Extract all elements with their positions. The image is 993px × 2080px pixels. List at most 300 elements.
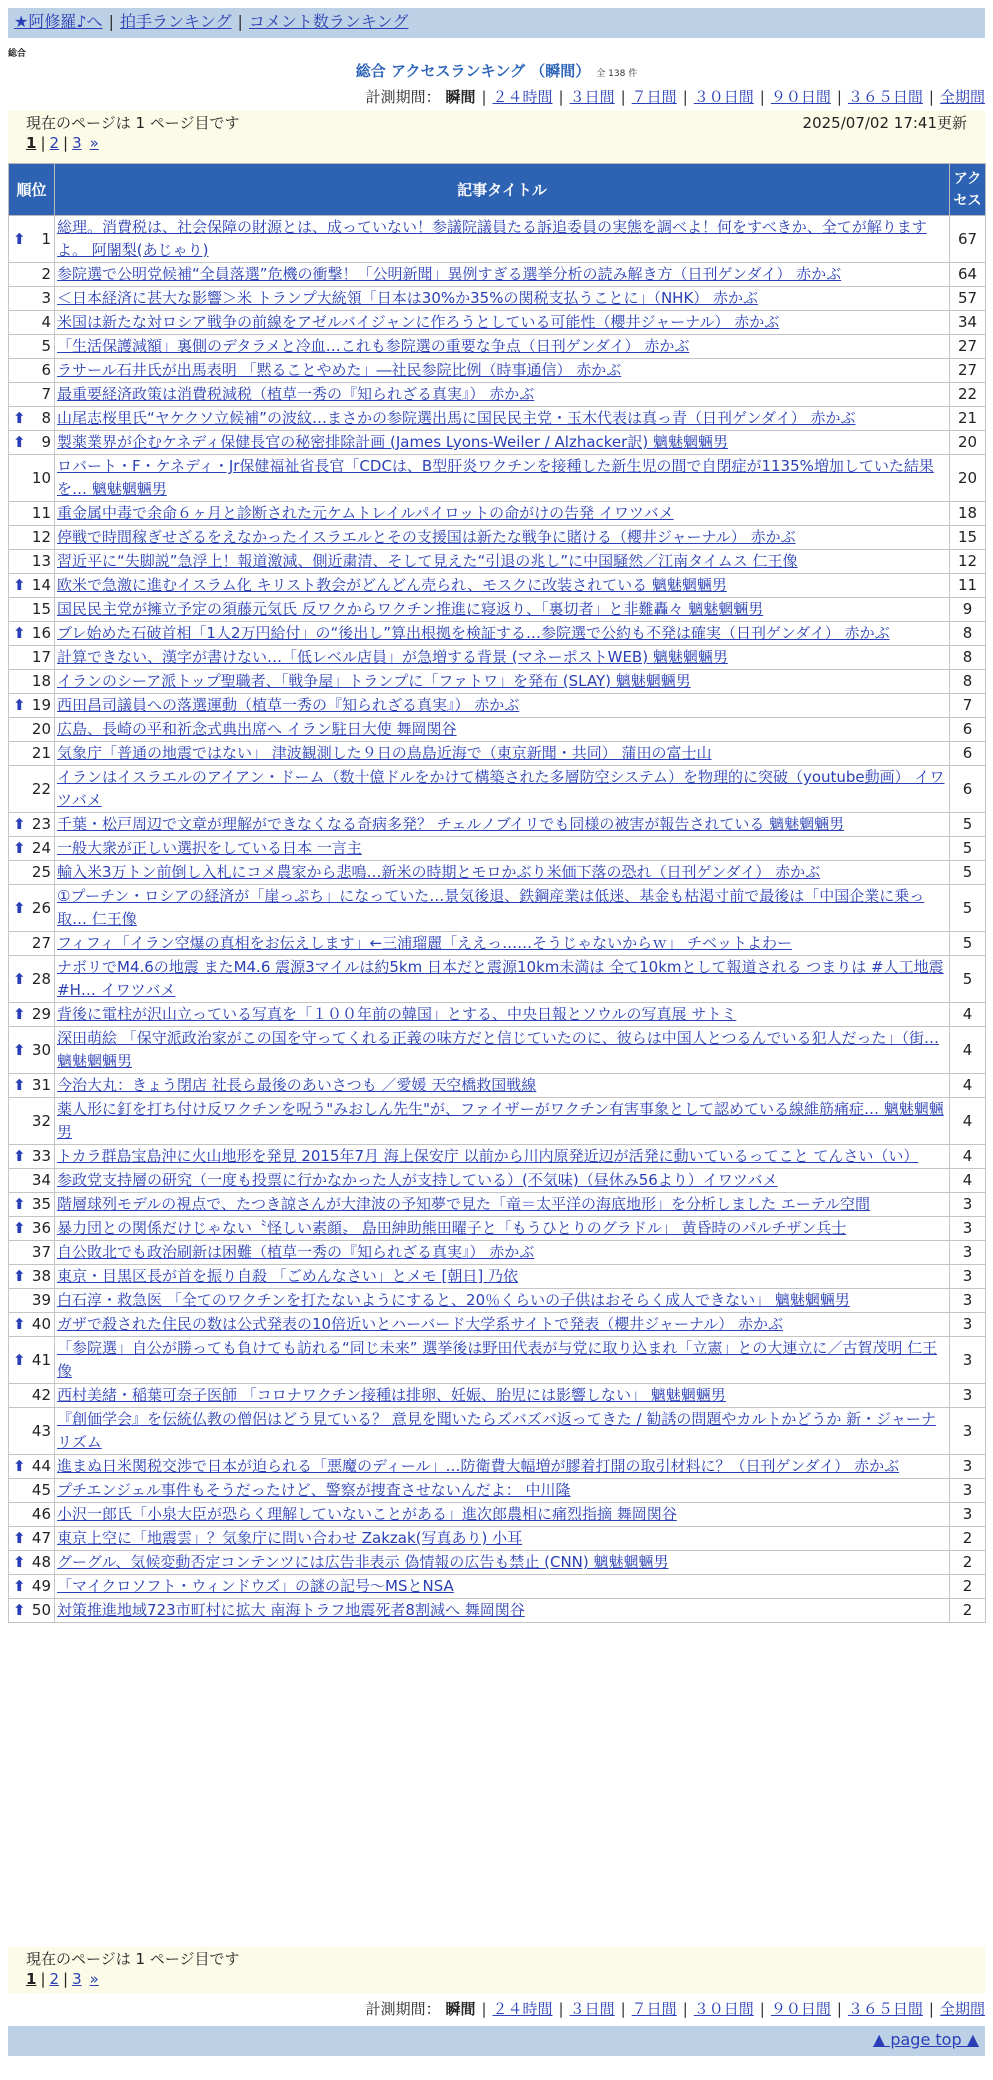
rank-number: 17 [31, 648, 51, 666]
title-cell [55, 813, 950, 837]
article-link[interactable]: フィフィ「イラン空爆の真相をお伝えします」←三浦瑠麗「ええっ……そうじゃないからｗ」 チベットよわー [57, 934, 792, 952]
article-link[interactable]: 習近平に“失脚説”急浮上！報道激減、側近粛清、そして見えた“引退の兆し”に中国騒然／江南タイムス 仁王像 [57, 552, 798, 570]
rank-number: 1 [41, 229, 51, 248]
title-cell [55, 359, 950, 383]
access-count: 20 [950, 431, 986, 455]
access-count: 8 [950, 646, 986, 670]
article-link[interactable]: 米国は新たな対ロシア戦争の前線をアゼルバイジャンに作ろうとしている可能性（櫻井ジャーナル） 赤かぶ [57, 313, 780, 331]
article-link[interactable]: 小沢一郎氏「小泉大臣が恐らく理解していないことがある」進次郎農相に痛烈指摘 舞岡関谷 [57, 1505, 677, 1523]
table-row [9, 431, 986, 455]
title-cell [55, 287, 950, 311]
rank-number: 11 [31, 504, 51, 522]
home-link[interactable]: ★阿修羅♪へ [14, 12, 103, 31]
col-header-rank: 順位 [9, 164, 55, 216]
rank-up-arrow-icon: ⬆ [13, 1315, 26, 1333]
title-cell [55, 407, 950, 431]
table-header-row [9, 164, 986, 216]
article-link[interactable]: 気象庁「普通の地震ではない」 津波観測した９日の鳥島近海で（東京新聞・共同） 蒲田の富士山 [57, 744, 712, 762]
access-count: 2 [950, 1575, 986, 1599]
title-cell [55, 1003, 950, 1027]
table-row [9, 1313, 986, 1337]
period-link-30d[interactable]: ３０日間 [693, 88, 754, 106]
rank-cell [9, 526, 55, 550]
article-link[interactable]: 対策推進地域723市町村に拡大 南海トラフ地震死者8割減へ 舞岡関谷 [57, 1601, 525, 1619]
article-link[interactable]: 製薬業界が企むケネディ保健長官の秘密排除計画 (James Lyons-Weiler / Alzhacker訳) 魑魅魍魎男 [57, 433, 728, 451]
table-row [9, 287, 986, 311]
article-link[interactable]: 西田昌司議員への落選運動（植草一秀の『知られざる真実』） 赤かぶ [57, 696, 520, 714]
title-cell [55, 1027, 950, 1074]
title-cell [55, 766, 950, 813]
table-row [9, 1527, 986, 1551]
title-cell [55, 956, 950, 1003]
article-link[interactable]: 「マイクロソフト・ウィンドウズ」の謎の記号～MSとNSA [57, 1577, 454, 1595]
access-count: 4 [950, 1145, 986, 1169]
table-row [9, 694, 986, 718]
article-link[interactable]: 白石淳・救急医 「全てのワクチンを打たないようにすると、20％くらいの子供はおそらく成人できない」 魑魅魍魎男 [57, 1291, 850, 1309]
article-link[interactable]: 階層球列モデルの視点で、たつき諒さんが大津波の予知夢で見た「竜＝太平洋の海底地形」を分析しました エーテル空間 [57, 1195, 870, 1213]
period-label-bottom: 計測期間： [365, 2000, 441, 2018]
period-link-90d-bottom[interactable]: ９０日間 [770, 2000, 831, 2018]
table-row [9, 622, 986, 646]
pager-page-3[interactable]: 3 [72, 134, 82, 152]
rank-cell [9, 742, 55, 766]
title-cell [55, 1408, 950, 1455]
article-link[interactable]: 一般大衆が正しい選択をしている日本 一言主 [57, 839, 362, 857]
rank-cell [9, 932, 55, 956]
access-count: 18 [950, 502, 986, 526]
access-count: 3 [950, 1313, 986, 1337]
rank-number: 45 [31, 1481, 51, 1499]
article-link[interactable]: 国民民主党が擁立予定の須藤元気氏 反ワクからワクチン推進に寝返り、「裏切者」と非難轟々 魑魅魍魎男 [57, 600, 764, 618]
rank-number: 9 [41, 433, 51, 451]
rank-number: 41 [31, 1350, 51, 1369]
title-cell [55, 216, 950, 263]
rank-number: 13 [31, 552, 51, 570]
article-link[interactable]: ＜日本経済に甚大な影響＞米 トランプ大統領「日本は30%か35%の関税支払うことに」（NHK） 赤かぶ [57, 289, 759, 307]
access-count: 34 [950, 311, 986, 335]
article-link[interactable]: トカラ群島宝島沖に火山地形を発見 2015年7月 海上保安庁 以前から川内原発近辺が活発に動いているってこと てんさい（い） [57, 1147, 919, 1165]
article-link[interactable]: 千葉・松戸周辺で文章が理解ができなくなる奇病多発？ チェルノブイリでも同様の被害が報告されている 魑魅魍魎男 [57, 815, 845, 833]
title-cell [55, 1217, 950, 1241]
title-cell [55, 455, 950, 502]
rank-number: 27 [31, 934, 51, 952]
access-count: 2 [950, 1551, 986, 1575]
rank-up-arrow-icon: ⬆ [13, 815, 26, 833]
rank-cell [9, 574, 55, 598]
access-count: 2 [950, 1527, 986, 1551]
article-link[interactable]: ラサール石井氏が出馬表明 「黙ることやめた」―社民参院比例（時事通信） 赤かぶ [57, 361, 622, 379]
rank-cell [9, 383, 55, 407]
page-top-link[interactable]: ▲ page top ▲ [872, 2030, 979, 2049]
rank-up-arrow-icon: ⬆ [13, 1005, 26, 1023]
rank-number: 35 [31, 1195, 51, 1213]
footer-bar [8, 2026, 985, 2056]
rank-number: 48 [31, 1553, 51, 1571]
article-link[interactable]: 『創価学会』を伝統仏教の僧侶はどう見ている？ 意見を聞いたらズバズバ返ってきた / 勧誘の問題やカルトかどうか 新・ジャーナリズム [57, 1410, 936, 1451]
rank-number: 8 [41, 409, 51, 427]
period-link-3d[interactable]: ３日間 [569, 88, 615, 106]
rank-cell [9, 1408, 55, 1455]
article-link[interactable]: 計算できない、漢字が書けない…「低レベル店員」が急増する背景 (マネーポストWEB) 魑魅魍魎男 [57, 648, 728, 666]
table-row [9, 718, 986, 742]
title-cell [55, 1169, 950, 1193]
rank-cell [9, 1169, 55, 1193]
table-row [9, 502, 986, 526]
article-link[interactable]: 東京上空に「地震雲」？気象庁に問い合わせ Zakzak(写真あり) 小耳 [57, 1529, 523, 1547]
title-cell [55, 335, 950, 359]
access-count: 8 [950, 670, 986, 694]
rank-up-arrow-icon: ⬆ [13, 969, 26, 988]
article-link[interactable]: ロバート・F・ケネディ・Jr保健福祉省長官「CDCは、B型肝炎ワクチンを接種した新生児の間で自閉症が1135%増加していた結果を… 魑魅魍魎男 [57, 457, 934, 498]
rank-cell [9, 1313, 55, 1337]
period-link-all-bottom[interactable]: 全期間 [939, 2000, 985, 2018]
article-link[interactable]: プチエンジェル事件もそうだったけど、警察が捜査させないんだよ： 中川隆 [57, 1481, 571, 1499]
access-count: 3 [950, 1265, 986, 1289]
table-row [9, 1455, 986, 1479]
article-link[interactable]: ガザで殺された住民の数は公式発表の10倍近いとハーバード大学系サイトで発表（櫻井ジャーナル） 赤かぶ [57, 1315, 784, 1333]
rank-cell [9, 1265, 55, 1289]
access-count: 20 [950, 455, 986, 502]
access-count: 9 [950, 598, 986, 622]
rank-number: 40 [31, 1315, 51, 1333]
title-cell [55, 1599, 950, 1623]
rank-cell [9, 1503, 55, 1527]
rank-cell [9, 550, 55, 574]
rank-cell [9, 885, 55, 932]
rank-cell [9, 1455, 55, 1479]
title-cell [55, 311, 950, 335]
access-count: 3 [950, 1384, 986, 1408]
title-cell [55, 1313, 950, 1337]
table-row [9, 742, 986, 766]
access-count: 3 [950, 1241, 986, 1265]
article-link[interactable]: 深田萌絵 「保守派政治家がこの国を守ってくれる正義の味方だと信じていたのに、彼らは中国人とつるんでいる犯人だった」（街… 魑魅魍魎男 [57, 1029, 939, 1070]
access-count: 3 [950, 1217, 986, 1241]
table-row [9, 311, 986, 335]
title-cell [55, 718, 950, 742]
rank-cell [9, 1479, 55, 1503]
title-cell [55, 1265, 950, 1289]
rank-up-arrow-icon: ⬆ [13, 1267, 26, 1285]
article-link[interactable]: 総理。消費税は、社会保障の財源とは、成っていない！参議院議員たる訴追委員の実態を調べよ！何をすべきか、全てが解りますよ。 阿闍梨(あじゃり) [57, 218, 927, 259]
access-count: 67 [950, 216, 986, 263]
table-row [9, 526, 986, 550]
access-count: 27 [950, 359, 986, 383]
updated-timestamp: 2025/07/02 17:41更新 [802, 114, 967, 132]
article-link[interactable]: 進まぬ日米関税交渉で日本が迫られる「悪魔のディール」…防衛費大幅増が膠着打開の取引材料に？（日刊ゲンダイ） 赤かぶ [57, 1457, 900, 1475]
rank-cell [9, 1241, 55, 1265]
rank-number: 29 [31, 1005, 51, 1023]
clap-ranking-link[interactable]: 拍手ランキング [119, 12, 232, 31]
article-link[interactable]: 参院選で公明党候補“全員落選”危機の衝撃！「公明新聞」異例すぎる選挙分析の読み解き方（日刊ゲンダイ） 赤かぶ [57, 265, 842, 283]
access-count: 12 [950, 550, 986, 574]
title-cell [55, 1145, 950, 1169]
article-link[interactable]: 「生活保護減額」裏側のデタラメと冷血…これも参院選の重要な争点（日刊ゲンダイ） 赤かぶ [57, 337, 690, 355]
rank-number: 28 [31, 969, 51, 988]
rank-number: 15 [31, 600, 51, 618]
page-title [0, 60, 993, 81]
access-count: 4 [950, 1027, 986, 1074]
rank-cell [9, 1337, 55, 1384]
period-selector-bottom: 計測期間： 瞬間 | ２４時間 | ３日間 | ７日間 | ３０日間 | ９０日間 | ３６５日間 | 全期間 [365, 2000, 985, 2018]
title-cell [55, 1551, 950, 1575]
title-cell [55, 526, 950, 550]
rank-number: 5 [41, 337, 51, 355]
access-count: 22 [950, 383, 986, 407]
article-link[interactable]: 山尾志桜里氏“ヤケクソ立候補”の波紋…まさかの参院選出馬に国民民主党・玉木代表は真っ青（日刊ゲンダイ） 赤かぶ [57, 409, 856, 427]
table-row [9, 1098, 986, 1145]
pager-current-page-bottom: 1 [26, 1970, 37, 1988]
article-link[interactable]: ①プーチン・ロシアの経済が「崖っぷち」になっていた…景気後退、鉄鋼産業は低迷、基金も枯渇寸前で最後は「中国企業に乗っ取… 仁王像 [57, 887, 925, 928]
title-cell [55, 263, 950, 287]
period-link-7d-bottom[interactable]: ７日間 [631, 2000, 677, 2018]
access-count: 21 [950, 407, 986, 431]
page-title-text: 総合 アクセスランキング （瞬間） [355, 62, 591, 80]
rank-up-arrow-icon: ⬆ [13, 624, 26, 642]
pager-top: 1 | 2 | 3 » [26, 134, 99, 152]
rank-up-arrow-icon: ⬆ [13, 1040, 26, 1059]
article-link[interactable]: 自公敗北でも政治刷新は困難（植草一秀の『知られざる真実』） 赤かぶ [57, 1243, 535, 1261]
comment-ranking-link[interactable]: コメント数ランキング [248, 12, 409, 31]
period-selector-top: 計測期間： 瞬間 | ２４時間 | ３日間 | ７日間 | ３０日間 | ９０日間 | ３６５日間 | 全期間 [365, 88, 985, 106]
rank-cell [9, 431, 55, 455]
rank-number: 49 [31, 1577, 51, 1595]
rank-number: 36 [31, 1219, 51, 1237]
category-label: 総合 [8, 49, 27, 59]
table-row [9, 1575, 986, 1599]
access-count: 57 [950, 287, 986, 311]
col-header-access: アクセス [950, 164, 986, 216]
table-row [9, 837, 986, 861]
rank-number: 19 [31, 696, 51, 714]
table-row [9, 1408, 986, 1455]
table-row [9, 1027, 986, 1074]
access-count: 5 [950, 885, 986, 932]
article-link[interactable]: 停戦で時間稼ぎせざるをえなかったイスラエルとその支援国は新たな戦争に賭ける（櫻井ジャーナル） 赤かぶ [57, 528, 796, 546]
article-link[interactable]: イランのシーア派トップ聖職者、「戦争屋」トランプに「ファトワ」を発布 (SLAY) 魑魅魍魎男 [57, 672, 691, 690]
table-row [9, 1217, 986, 1241]
pager-page-3-bottom[interactable]: 3 [72, 1970, 82, 1988]
table-row [9, 766, 986, 813]
article-link[interactable]: 最重要経済政策は消費税減税（植草一秀の『知られざる真実』） 赤かぶ [57, 385, 535, 403]
rank-up-arrow-icon: ⬆ [13, 696, 26, 714]
title-cell [55, 932, 950, 956]
page-status: 現在のページは 1 ページ目です [26, 114, 240, 132]
rank-number: 16 [31, 624, 51, 642]
table-row [9, 1145, 986, 1169]
rank-cell [9, 861, 55, 885]
rank-cell [9, 1551, 55, 1575]
rank-number: 39 [31, 1291, 51, 1309]
title-cell [55, 1193, 950, 1217]
rank-number: 2 [41, 265, 51, 283]
period-link-30d-bottom[interactable]: ３０日間 [693, 2000, 754, 2018]
table-row [9, 550, 986, 574]
rank-number: 14 [31, 576, 51, 594]
access-count: 5 [950, 837, 986, 861]
article-link[interactable]: 薬人形に釘を打ち付け反ワクチンを呪う"みおしん先生"が、ファイザーがワクチン有害事象として認めている線維筋痛症… 魑魅魍魎男 [57, 1100, 944, 1141]
rank-cell [9, 455, 55, 502]
rank-cell [9, 598, 55, 622]
access-count: 3 [950, 1408, 986, 1455]
article-link[interactable]: グーグル、気候変動否定コンテンツには広告非表示 偽情報の広告も禁止 (CNN) 魑魅魍魎男 [57, 1553, 669, 1571]
rank-up-arrow-icon: ⬆ [13, 1601, 26, 1619]
rank-cell [9, 1027, 55, 1074]
table-row [9, 216, 986, 263]
title-cell [55, 1503, 950, 1527]
access-count: 27 [950, 335, 986, 359]
rank-up-arrow-icon: ⬆ [13, 433, 26, 451]
rank-number: 43 [31, 1421, 51, 1440]
rank-cell [9, 766, 55, 813]
article-link[interactable]: 暴力団との関係だけじゃない〝怪しい素顔〟 島田紳助熊田曜子と「もうひとりのグラドル」 黄昏時のパルチザン兵士 [57, 1219, 847, 1237]
rank-number: 6 [41, 361, 51, 379]
rank-up-arrow-icon: ⬆ [13, 1076, 26, 1094]
table-row [9, 1551, 986, 1575]
period-current-bottom: 瞬間 [445, 2000, 476, 2018]
table-row [9, 1003, 986, 1027]
rank-cell [9, 1098, 55, 1145]
rank-up-arrow-icon: ⬆ [13, 898, 26, 917]
title-cell [55, 1074, 950, 1098]
rank-number: 18 [31, 672, 51, 690]
table-row [9, 1479, 986, 1503]
page-info-top [8, 111, 985, 163]
pager-page-2[interactable]: 2 [49, 134, 60, 152]
access-count: 3 [950, 1337, 986, 1384]
title-cell [55, 598, 950, 622]
access-count: 3 [950, 1193, 986, 1217]
title-cell [55, 383, 950, 407]
pager-next[interactable]: » [89, 134, 99, 152]
article-link[interactable]: 東京・目黒区長が首を振り自殺 「ごめんなさい」とメモ [朝日] 乃依 [57, 1267, 519, 1285]
period-link-24h-bottom[interactable]: ２４時間 [492, 2000, 553, 2018]
rank-cell [9, 813, 55, 837]
access-count: 2 [950, 1599, 986, 1623]
rank-cell [9, 335, 55, 359]
table-row [9, 670, 986, 694]
period-current: 瞬間 [445, 88, 476, 106]
rank-number: 46 [31, 1505, 51, 1523]
rank-cell [9, 1145, 55, 1169]
table-row [9, 1265, 986, 1289]
rank-cell [9, 1384, 55, 1408]
rank-cell [9, 670, 55, 694]
table-row [9, 359, 986, 383]
rank-number: 12 [31, 528, 51, 546]
article-link[interactable]: 今治大丸：きょう閉店 社長ら最後のあいさつも ／愛媛 天空橋救国戦線 [57, 1076, 537, 1094]
pager-bottom: 1 | 2 | 3 » [26, 1970, 99, 1988]
rank-number: 34 [31, 1171, 51, 1189]
article-link[interactable]: 広島、長崎の平和祈念式典出席へ イラン駐日大使 舞岡関谷 [57, 720, 457, 738]
table-row [9, 813, 986, 837]
article-link[interactable]: 西村美緒・稲葉可奈子医師 「コロナワクチン接種は排卵、妊娠、胎児には影響しない」 魑魅魍魎男 [57, 1386, 726, 1404]
title-cell [55, 1241, 950, 1265]
rank-number: 32 [31, 1111, 51, 1130]
title-cell [55, 646, 950, 670]
top-nav-bar: ★阿修羅♪へ | 拍手ランキング | コメント数ランキング [8, 8, 985, 38]
article-link[interactable]: ブレ始めた石破首相「1人2万円給付」の“後出し”算出根拠を検証する…参院選で公約も不発は確実（日刊ゲンダイ） 赤かぶ [57, 624, 890, 642]
page-info-bottom [8, 1947, 985, 1993]
title-cell [55, 694, 950, 718]
rank-number: 33 [31, 1147, 51, 1165]
rank-cell [9, 287, 55, 311]
title-cell [55, 1337, 950, 1384]
access-count: 6 [950, 742, 986, 766]
rank-cell [9, 1527, 55, 1551]
period-label: 計測期間： [365, 88, 441, 106]
title-cell [55, 574, 950, 598]
access-count: 8 [950, 622, 986, 646]
rank-number: 7 [41, 385, 51, 403]
access-count: 4 [950, 1169, 986, 1193]
access-count: 3 [950, 1479, 986, 1503]
table-row [9, 1169, 986, 1193]
pager-current-page: 1 [26, 134, 37, 152]
period-link-90d[interactable]: ９０日間 [770, 88, 831, 106]
article-link[interactable]: ナボリでM4.6の地震 またM4.6 震源3マイルは約5km 日本だと震源10km未満は 全て10kmとして報道される つまりは #人工地震 #H… イワツバメ [57, 958, 944, 999]
ranking-table [8, 163, 986, 1623]
article-link[interactable]: 背後に電柱が沢山立っている写真を「１００年前の韓国」とする、中央日報とソウルの写真展 サトミ [57, 1005, 737, 1023]
period-link-365d[interactable]: ３６５日間 [847, 88, 923, 106]
period-link-365d-bottom[interactable]: ３６５日間 [847, 2000, 923, 2018]
rank-cell [9, 646, 55, 670]
rank-number: 26 [31, 898, 51, 917]
article-link[interactable]: 重金属中毒で余命６ヶ月と診断された元ケムトレイルパイロットの命がけの告発 イワツバメ [57, 504, 674, 522]
pager-next-bottom[interactable]: » [89, 1970, 99, 1988]
article-link[interactable]: 参政党支持層の研究（一度も投票に行かなかった人が支持している）(不気味)（昼休み56より）イワツバメ [57, 1171, 778, 1189]
period-link-24h[interactable]: ２４時間 [492, 88, 553, 106]
period-link-7d[interactable]: ７日間 [631, 88, 677, 106]
rank-number: 4 [41, 313, 51, 331]
table-row [9, 861, 986, 885]
period-link-all[interactable]: 全期間 [939, 88, 985, 106]
title-cell [55, 550, 950, 574]
title-cell [55, 885, 950, 932]
title-cell [55, 1455, 950, 1479]
article-link[interactable]: 輸入米3万トン前倒し入札にコメ農家から悲鳴…新米の時期とモロかぶり米価下落の恐れ（日刊ゲンダイ） 赤かぶ [57, 863, 821, 881]
rank-up-arrow-icon: ⬆ [13, 1457, 26, 1475]
item-count: 全 138 件 [596, 69, 638, 79]
rank-number: 21 [31, 744, 51, 762]
article-link[interactable]: 欧米で急激に進むイスラム化 キリスト教会がどんどん売られ、モスクに改装されている 魑魅魍魎男 [57, 576, 727, 594]
article-link[interactable]: イランはイスラエルのアイアン・ドーム（数十億ドルをかけて構築された多層防空システム）を物理的に突破（youtube動画） イワツバメ [57, 768, 945, 809]
title-cell [55, 1479, 950, 1503]
table-row [9, 383, 986, 407]
rank-number: 42 [31, 1386, 51, 1404]
table-row [9, 1599, 986, 1623]
rank-cell [9, 718, 55, 742]
rank-number: 31 [31, 1076, 51, 1094]
rank-number: 23 [31, 815, 51, 833]
article-link[interactable]: 「参院選」自公が勝っても負けても訪れる“同じ未来” 選挙後は野田代表が与党に取り込まれ「立憲」との大連立に／古賀茂明 仁王像 [57, 1339, 938, 1380]
table-row [9, 1337, 986, 1384]
table-row [9, 598, 986, 622]
access-count: 4 [950, 1098, 986, 1145]
title-cell [55, 1527, 950, 1551]
ranking-body [9, 216, 986, 1623]
rank-up-arrow-icon: ⬆ [13, 1577, 26, 1595]
page-status-bottom: 現在のページは 1 ページ目です [26, 1950, 240, 1968]
table-row [9, 646, 986, 670]
access-count: 6 [950, 766, 986, 813]
rank-up-arrow-icon: ⬆ [13, 1195, 26, 1213]
pager-page-2-bottom[interactable]: 2 [49, 1970, 60, 1988]
rank-up-arrow-icon: ⬆ [13, 1350, 26, 1369]
period-link-3d-bottom[interactable]: ３日間 [569, 2000, 615, 2018]
title-cell [55, 1384, 950, 1408]
rank-up-arrow-icon: ⬆ [13, 1553, 26, 1571]
